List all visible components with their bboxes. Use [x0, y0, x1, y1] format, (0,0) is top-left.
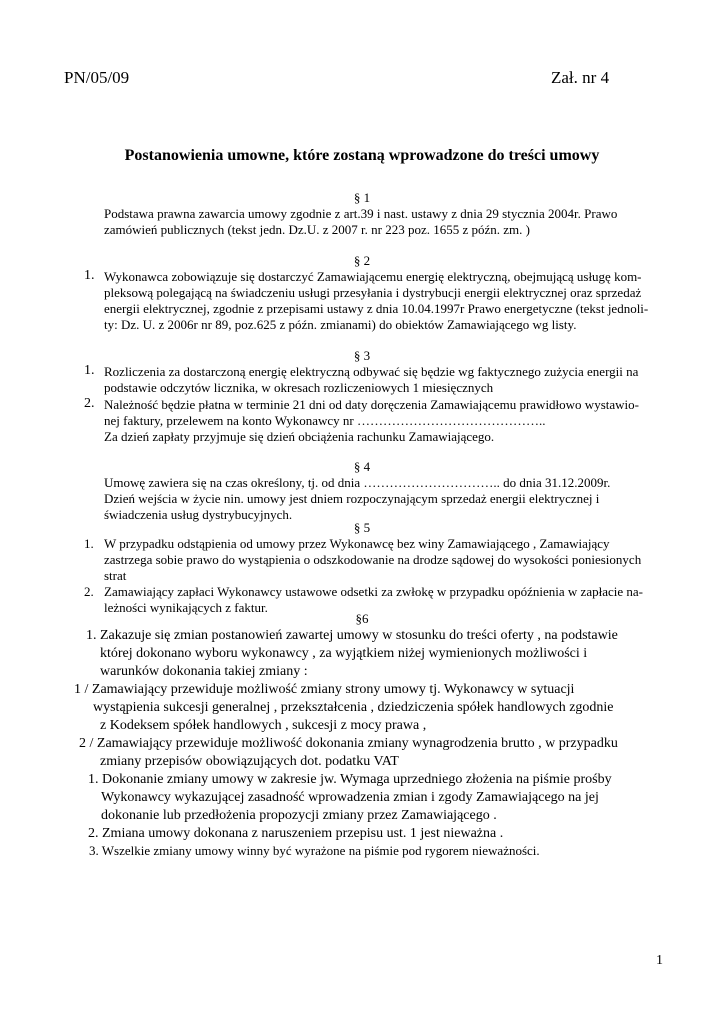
paragraph-mark-5: § 5 [353, 520, 371, 535]
s6-point1-line-1: 1. Dokonanie zmiany umowy w zakresie jw. Wymaga uprzedniego złożenia na piśmie prośby [88, 772, 612, 787]
s4-line-1: Umowę zawiera się na czas określony, tj. od dnia ………………………….. do dnia 31.12.2009r. [104, 475, 611, 490]
page-number: 1 [656, 953, 663, 968]
s1-line-1: Podstawa prawna zawarcia umowy zgodnie z art.39 i nast. ustawy z dnia 29 stycznia 2004r. Prawo [104, 206, 618, 221]
s3-item2-line-1: Należność będzie płatna w terminie 21 dni od daty doręczenia Zamawiającemu prawidłowo wystawio- [104, 397, 639, 412]
s5-item1-line-3: strat [104, 568, 127, 583]
s2-line-2: pleksową polegającą na świadczeniu usługi przesyłania i dystrybucji energii elektrycznej oraz sprzedaż [104, 285, 642, 300]
s6-case2-line-2: zmiany przepisów obowiązujących dot. podatku VAT [100, 754, 399, 769]
s5-item1-line-1: W przypadku odstąpienia od umowy przez Wykonawcę bez winy Zamawiającego , Zamawiający [104, 536, 610, 551]
s5-number-2: 2. [84, 584, 94, 599]
s6-point1-line-2: Wykonawcy wykazującej zasadność wprowadzenia zmian i zgody Zamawiającego na jej [101, 790, 599, 805]
s6-p1-line-3: warunków dokonania takiej zmiany : [100, 664, 308, 679]
s6-p1-line-1: 1. Zakazuje się zmian postanowień zawartej umowy w stosunku do treści oferty , na podstawie [86, 628, 618, 643]
s2-line-1: Wykonawca zobowiązuje się dostarczyć Zamawiającemu energię elektryczną, obejmującą usługę kom- [104, 269, 642, 284]
s5-item1-line-2: zastrzega sobie prawo do wystąpienia o odszkodowanie na drodze sądowej do wysokości poniesionych [104, 552, 642, 567]
s1-line-2: zamówień publicznych (tekst jedn. Dz.U. z 2007 r. nr 223 poz. 1655 z późn. zm. ) [104, 222, 530, 237]
page-title: Postanowienia umowne, które zostaną wprowadzone do treści umowy [124, 147, 600, 164]
s6-case1-line-1: 1 / Zamawiający przewiduje możliwość zmiany strony umowy tj. Wykonawcy w sytuacji [74, 682, 575, 697]
paragraph-mark-3: § 3 [353, 348, 371, 363]
paragraph-mark-2: § 2 [353, 253, 371, 268]
s3-number-2: 2. [84, 396, 95, 411]
document-number: PN/05/09 [64, 68, 130, 87]
s6-p1-line-2: której dokonano wyboru wykonawcy , za wyjątkiem niżej wymienionych możliwości i [100, 646, 588, 661]
s3-item1-line-2: podstawie odczytów licznika, w okresach rozliczeniowych 1 miesięcznych [104, 380, 494, 395]
paragraph-mark-1: § 1 [353, 190, 371, 205]
s6-point3-line-1: 3. Wszelkie zmiany umowy winny być wyrażone na piśmie pod rygorem nieważności. [89, 843, 540, 858]
s3-item2-line-3: Za dzień zapłaty przyjmuje się dzień obciążenia rachunku Zamawiającego. [104, 429, 495, 444]
paragraph-mark-4: § 4 [353, 459, 371, 474]
paragraph-mark-6: §6 [355, 611, 369, 626]
s2-number-1: 1. [84, 268, 95, 283]
s5-item2-line-2: leżności wynikających z faktur. [104, 600, 268, 615]
s2-line-3: energii elektrycznej, zgodnie z przepisami ustawy z dnia 10.04.1997r Prawo energetyczne (tekst jednoli- [104, 301, 649, 316]
s3-number-1: 1. [84, 363, 95, 378]
s4-line-2: Dzień wejścia w życie nin. umowy jest dniem rozpoczynającym sprzedaż energii elektrycznej i [104, 491, 600, 506]
s5-number-1: 1. [84, 536, 94, 551]
s4-line-3: świadczenia usług dystrybucyjnych. [104, 507, 293, 522]
s3-item1-line-1: Rozliczenia za dostarczoną energię elektryczną odbywać się będzie wg faktycznego zużycia energii na [104, 364, 639, 379]
s6-point1-line-3: dokonanie lub przedłożenia propozycji zmiany przez Zamawiającego . [101, 808, 497, 823]
s6-case1-line-3: z Kodeksem spółek handlowych , sukcesji z mocy prawa , [100, 718, 427, 733]
s6-point2-line-1: 2. Zmiana umowy dokonana z naruszeniem przepisu ust. 1 jest nieważna . [88, 826, 504, 841]
s5-item2-line-1: Zamawiający zapłaci Wykonawcy ustawowe odsetki za zwłokę w przypadku opóźnienia w zapłacie na- [104, 584, 643, 599]
attachment-label: Zał. nr 4 [551, 68, 610, 87]
s3-item2-line-2: nej faktury, przelewem na konto Wykonawcy nr …………………………………….. [104, 413, 546, 428]
s6-case2-line-1: 2 / Zamawiający przewiduje możliwość dokonania zmiany wynagrodzenia brutto , w przypadku [79, 736, 618, 751]
s6-case1-line-2: wystąpienia sukcesji generalnej , przekształcenia , dziedziczenia spółek handlowych zgodnie [93, 700, 614, 715]
s2-line-4: ty: Dz. U. z 2006r nr 89, poz.625 z późn. zmianami) do obiektów Zamawiającego wg listy. [104, 317, 577, 332]
